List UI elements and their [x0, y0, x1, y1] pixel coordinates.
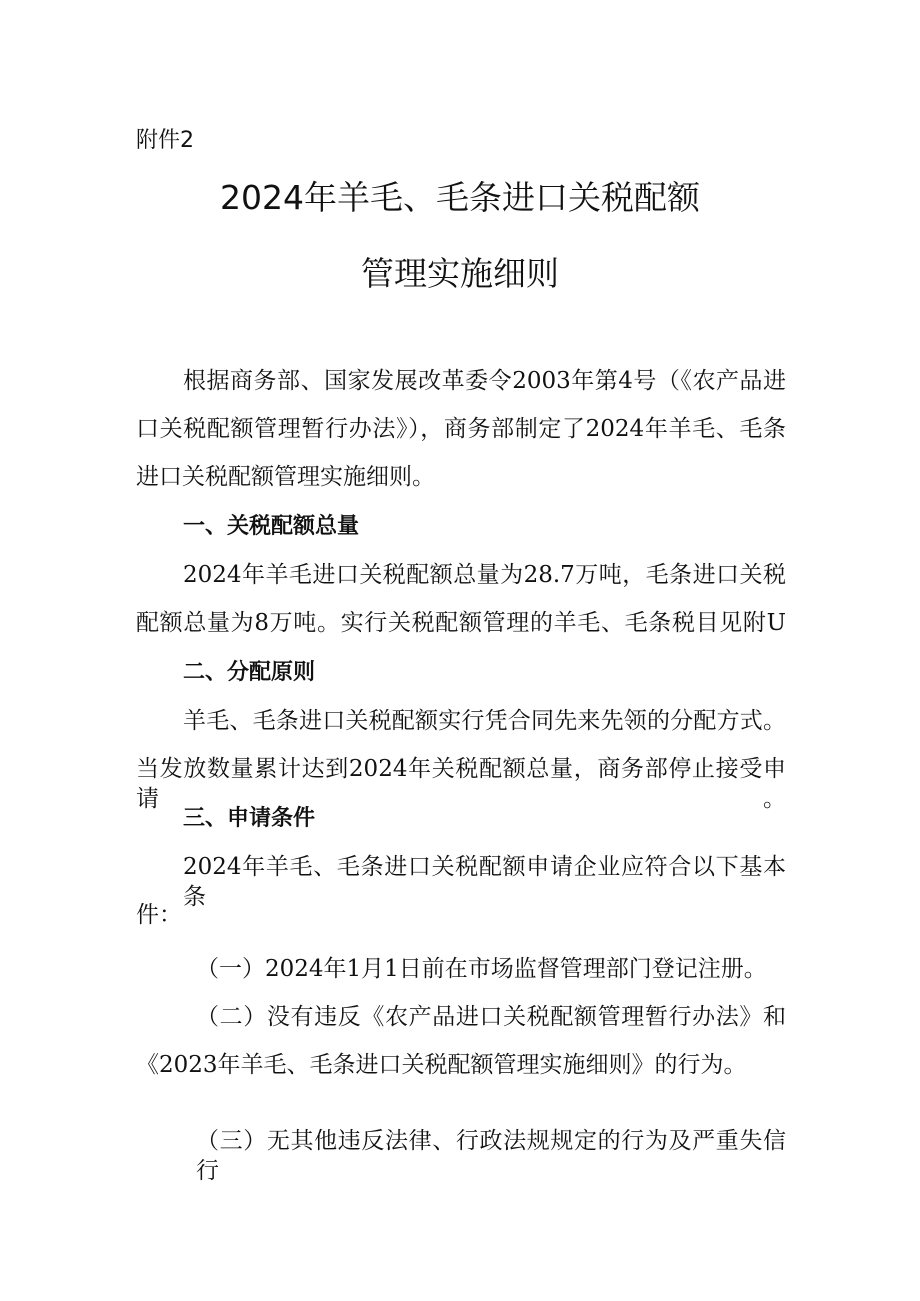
section-1-heading: 一、关税配额总量 — [183, 514, 360, 539]
document-title-line-1: 2024年羊毛、毛条进口关税配额 — [220, 178, 700, 217]
condition-item-2-continued: 《2023年羊毛、毛条进口关税配额管理实施细则》的行为。 — [136, 1052, 747, 1078]
intro-line-2: 口关税配额管理暂行办法》），商务部制定了2024年羊毛、毛条 — [136, 416, 786, 442]
section-2-heading: 二、分配原则 — [183, 660, 316, 685]
condition-item-3: （三）无其他违反法律、行政法规规定的行为及严重失信行 — [196, 1128, 786, 1184]
section-3-line-2: 件： — [136, 902, 182, 928]
condition-item-1: （一）2024年1月1日前在市场监督管理部门登记注册。 — [196, 956, 767, 982]
section-1-line-1: 2024年羊毛进口关税配额总量为28.7万吨，毛条进口关税 — [183, 562, 786, 588]
section-2-line-2: 当发放数量累计达到2024年关税配额总量，商务部停止接受申请。 — [136, 756, 786, 812]
section-2-line-1: 羊毛、毛条进口关税配额实行凭合同先来先领的分配方式。 — [183, 708, 786, 734]
intro-line-3: 进口关税配额管理实施细则。 — [136, 464, 435, 490]
condition-item-2: （二）没有违反《农产品进口关税配额管理暂行办法》和 — [196, 1004, 786, 1030]
section-3-line-1: 2024年羊毛、毛条进口关税配额申请企业应符合以下基本条 — [183, 854, 786, 910]
attachment-label: 附件2 — [136, 128, 194, 153]
document-title-line-2: 管理实施细则 — [361, 254, 559, 293]
section-1-line-2: 配额总量为8万吨。实行关税配额管理的羊毛、毛条税目见附U — [136, 610, 786, 636]
intro-line-1: 根据商务部、国家发展改革委令2003年第4号（《农产品进 — [183, 368, 786, 394]
section-3-heading: 三、申请条件 — [183, 806, 316, 831]
